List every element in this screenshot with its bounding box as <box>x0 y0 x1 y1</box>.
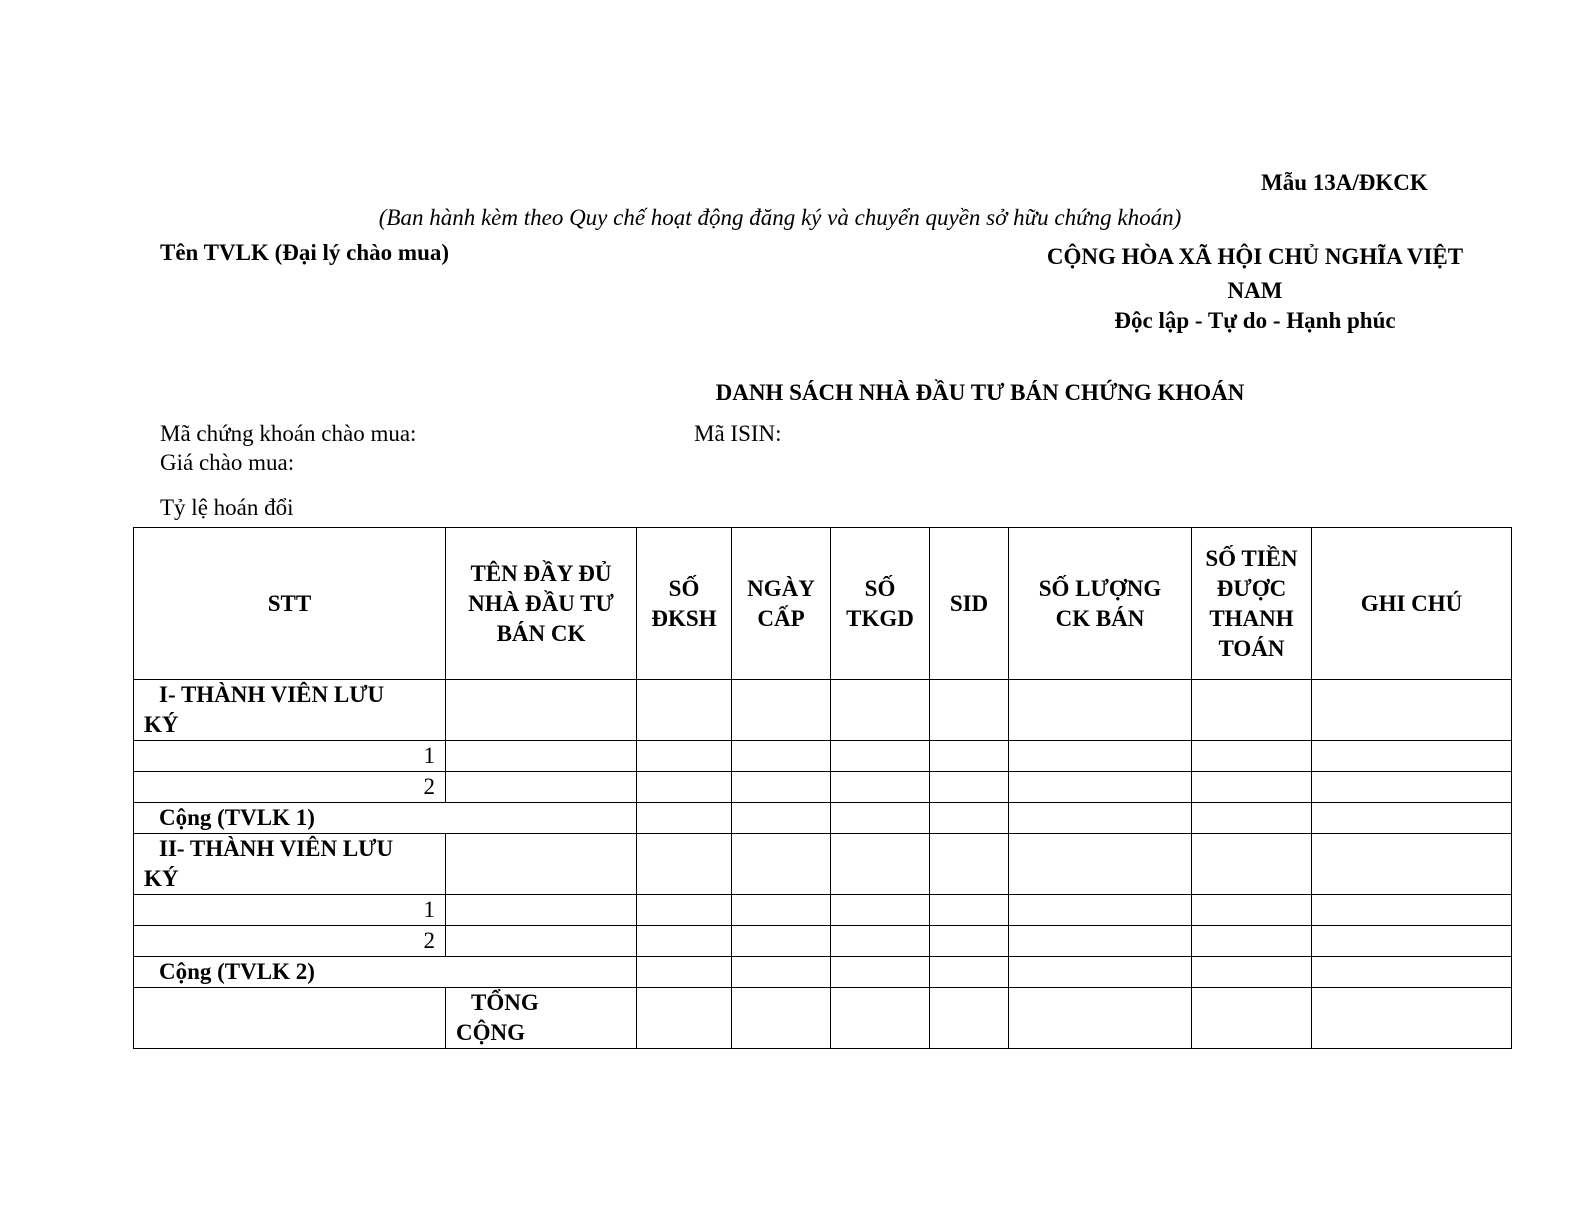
motto: Độc lập - Tự do - Hạnh phúc <box>1114 308 1396 333</box>
issued-note: (Ban hành kèm theo Quy chế hoạt động đăng ký và chuyển quyền sở hữu chứng khoán) <box>378 205 1182 230</box>
total-row <box>134 988 1512 1049</box>
table-row <box>134 926 1512 957</box>
col-header-note: GHI CHÚ <box>1312 528 1512 680</box>
isin-field: Mã ISIN: <box>694 421 782 446</box>
org-name: Tên TVLK (Đại lý chào mua) <box>160 240 450 265</box>
subtotal-row <box>134 803 1512 834</box>
total-label-line-1: TỔNG <box>471 990 539 1015</box>
stock-code-field: Mã chứng khoán chào mua: <box>160 421 417 446</box>
investor-table <box>133 527 1512 1049</box>
col-header-amount: SỐ TIỀN ĐƯỢC THANH TOÁN <box>1192 528 1312 680</box>
col-header-quantity: SỐ LƯỢNG CK BÁN <box>1009 528 1192 680</box>
offer-price-field: Giá chào mua: <box>160 450 295 475</box>
subtotal-label: Cộng (TVLK 2) <box>134 957 637 988</box>
total-label-line-2: CỘNG <box>456 1020 525 1045</box>
row-number: 2 <box>134 772 446 803</box>
col-header-registration-no: SỐ ĐKSH <box>637 528 732 680</box>
exchange-ratio-field: Tỷ lệ hoán đổi <box>160 495 294 520</box>
section-label-line-2: KÝ <box>144 866 179 891</box>
document-title: DANH SÁCH NHÀ ĐẦU TƯ BÁN CHỨNG KHOÁN <box>715 380 1245 405</box>
row-number: 1 <box>134 895 446 926</box>
nation-heading <box>1010 240 1500 308</box>
section-label-line-1: I- THÀNH VIÊN LƯU <box>159 682 385 707</box>
section-label <box>134 680 446 741</box>
row-number: 1 <box>134 741 446 772</box>
subtotal-label: Cộng (TVLK 1) <box>134 803 637 834</box>
row-number: 2 <box>134 926 446 957</box>
total-label <box>446 988 637 1049</box>
nation-line-2: NAM <box>1227 278 1283 303</box>
table-row <box>134 895 1512 926</box>
table-row <box>134 741 1512 772</box>
section-label-line-2: KÝ <box>144 712 179 737</box>
section-row <box>134 834 1512 895</box>
section-label-line-1: II- THÀNH VIÊN LƯU <box>159 836 394 861</box>
col-header-trading-account: SỐ TKGD <box>831 528 930 680</box>
col-header-issue-date: NGÀY CẤP <box>732 528 831 680</box>
col-header-stt: STT <box>134 528 446 680</box>
col-header-investor-name: TÊN ĐẦY ĐỦ NHÀ ĐẦU TƯ BÁN CK <box>446 528 637 680</box>
col-header-sid: SID <box>930 528 1009 680</box>
nation-line-1: CỘNG HÒA XÃ HỘI CHỦ NGHĨA VIỆT <box>1046 244 1464 269</box>
table-row <box>134 772 1512 803</box>
section-label <box>134 834 446 895</box>
table-header-row <box>134 528 1512 680</box>
form-code: Mẫu 13A/ĐKCK <box>1261 170 1428 195</box>
section-row <box>134 680 1512 741</box>
subtotal-row <box>134 957 1512 988</box>
